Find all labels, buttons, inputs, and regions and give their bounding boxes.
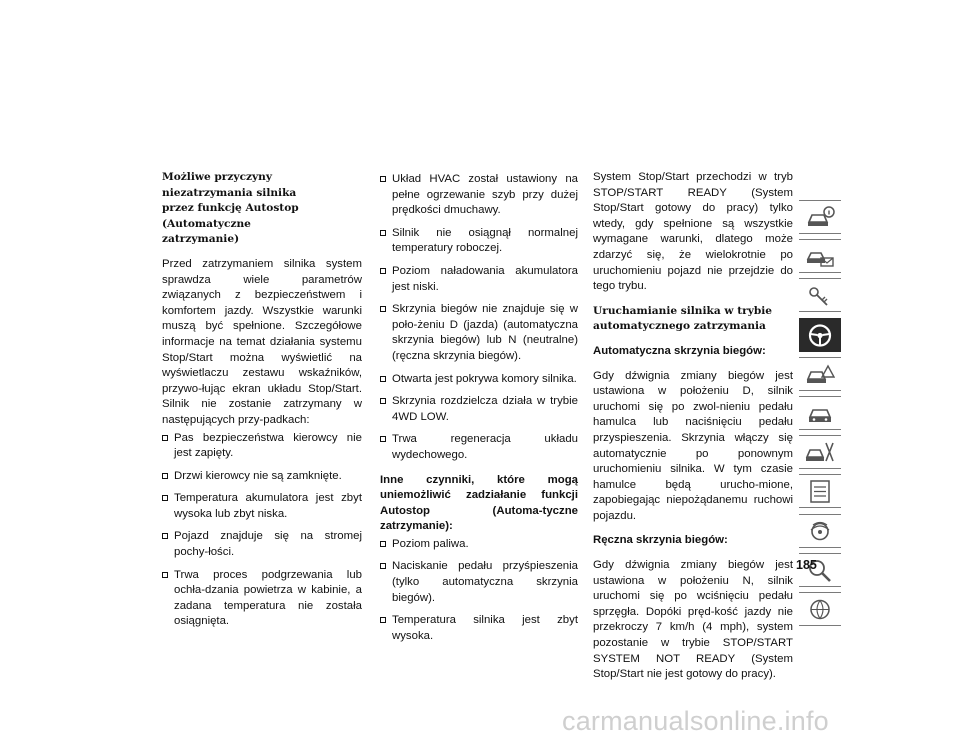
other-factors-heading: Inne czynniki, które mogą uniemożliwić zadziałanie funkcji Autostop (Automa-tyczne zatrzymanie): [380, 473, 578, 533]
list-item: Skrzynia biegów nie znajduje się w poło-żeniu D (jazda) (automatyczna skrzynia biegów) lub N (neutralne) (ręczna skrzynia biegów). [380, 302, 578, 364]
list-item: Trwa regeneracja układu wydechowego. [380, 432, 578, 463]
column-middle [380, 170, 578, 644]
tab-warnings[interactable] [799, 357, 841, 391]
intro-paragraph: Przed zatrzymaniem silnika system sprawdza wiele parametrów związanych z bezpieczeństwem i komfortem jazdy. Wszystkie warunki muszą być spełnione. Szczegółowe informacje na temat działania systemu Stop/Start można wyświetlić na wyświetlaczu zestawu wskaźników, przywo-łując ekran układu Stop/Start. Silnik nie zostanie zatrzymany w następujących przy-padkach: [162, 257, 362, 426]
list-item: Układ HVAC został ustawiony na pełne ogrzewanie szyb przy dużej prędkości dmuchawy. [380, 172, 578, 219]
tab-vehicle-info[interactable] [799, 200, 841, 234]
car-mail-icon [805, 243, 835, 270]
stop-start-ready-paragraph: System Stop/Start przechodzi w tryb STOP/START READY (System Stop/Start gotowy do pracy) tylko wtedy, gdy spełnione są wszystkie wymagane warunki, dlatego może zdarzyć się, że wielokrotnie po uruchomieniu pojazd nie przejdzie do tego trybu. [593, 171, 793, 293]
language-icon [805, 596, 835, 623]
checkbox-bullet-icon [380, 436, 386, 442]
car-tools-icon [805, 439, 835, 466]
checkbox-bullet-icon [380, 398, 386, 404]
list-item: Poziom paliwa. [380, 537, 578, 553]
checkbox-bullet-icon [162, 473, 168, 479]
condition-list-continued [380, 172, 578, 464]
manual-transmission-paragraph: Gdy dźwignia zmiany biegów jest ustawiona w położeniu N, silnik uruchomi się po wciśnięciu pedału sprzęgła. Dopóki pręd-kość jazdy nie przekroczy 7 km/h (4 mph), system pozostanie w trybie STOP/START SYSTEM NOT READY (System Stop/Start nie jest gotowy do pracy). [593, 559, 793, 681]
condition-list [162, 431, 362, 631]
list-item: Skrzynia rozdzielcza działa w trybie 4WD LOW. [380, 394, 578, 425]
checkbox-bullet-icon [380, 563, 386, 569]
checkbox-bullet-icon [162, 435, 168, 441]
section-heading-engine-restart: Uruchamianie silnika w trybie automatycznego zatrzymania [593, 304, 773, 333]
automatic-transmission-heading: Automatyczna skrzynia biegów: [593, 344, 766, 357]
car-service-icon [805, 400, 835, 427]
list-item: Temperatura silnika jest zbyt wysoka. [380, 613, 578, 644]
tab-keys[interactable] [799, 278, 841, 312]
list-item: Pojazd znajduje się na stromej pochy-łości. [162, 529, 362, 560]
tab-languages[interactable] [799, 592, 841, 626]
steering-wheel-icon [805, 322, 835, 349]
watermark: carmanualsonline.info [562, 706, 829, 736]
manual-transmission-heading: Ręczna skrzynia biegów: [593, 534, 728, 547]
tab-multimedia[interactable] [799, 514, 841, 548]
list-item: Drzwi kierowcy nie są zamknięte. [162, 469, 362, 485]
page-number: 185 [796, 558, 817, 572]
checkbox-bullet-icon [380, 268, 386, 274]
checkbox-bullet-icon [380, 230, 386, 236]
checkbox-bullet-icon [380, 176, 386, 182]
checkbox-bullet-icon [380, 541, 386, 547]
car-multimedia-icon [805, 518, 835, 545]
checkbox-bullet-icon [380, 617, 386, 623]
car-key-icon [805, 282, 835, 309]
car-info-icon [805, 204, 835, 231]
column-left [162, 170, 362, 630]
list-item: Temperatura akumulatora jest zbyt wysoka lub zbyt niska. [162, 491, 362, 522]
list-item: Poziom naładowania akumulatora jest niski. [380, 264, 578, 295]
tab-driving[interactable] [799, 318, 841, 352]
tab-maintenance[interactable] [799, 435, 841, 469]
checkbox-bullet-icon [162, 572, 168, 578]
car-warning-icon [805, 361, 835, 388]
list-item: Silnik nie osiągnął normalnej temperatury roboczej. [380, 226, 578, 257]
column-right [593, 170, 793, 683]
list-item: Naciskanie pedału przyśpieszenia (tylko automatyczna skrzynia biegów). [380, 559, 578, 606]
list-item: Pas bezpieczeństwa kierowcy nie jest zapięty. [162, 431, 362, 462]
tab-service[interactable] [799, 396, 841, 430]
checklist-icon [805, 478, 835, 505]
checkbox-bullet-icon [162, 495, 168, 501]
tab-specifications[interactable] [799, 474, 841, 508]
checkbox-bullet-icon [380, 306, 386, 312]
section-heading-autostop-reasons: Możliwe przyczyny niezatrzymania silnika przez funkcję Autostop (Automatyczne zatrzymanie) [162, 171, 299, 246]
checkbox-bullet-icon [162, 533, 168, 539]
list-item: Otwarta jest pokrywa komory silnika. [380, 372, 578, 388]
other-factors-list [380, 537, 578, 645]
tab-mail[interactable] [799, 239, 841, 273]
checkbox-bullet-icon [380, 376, 386, 382]
list-item: Trwa proces podgrzewania lub ochła-dzania powietrza w kabinie, a zadana temperatura nie została osiągnięta. [162, 568, 362, 630]
automatic-transmission-paragraph: Gdy dźwignia zmiany biegów jest ustawiona w położeniu D, silnik uruchomi się po zwol-nieniu pedału hamulca lub naciśnięciu pedału przyspieszenia. Skrzynia włączy się automatycznie po ponownym uruchomieniu silnika. W tym czasie hamulce będą urucho-mione, zapobiegając niepożądanemu ruchowi pojazdu. [593, 369, 793, 522]
